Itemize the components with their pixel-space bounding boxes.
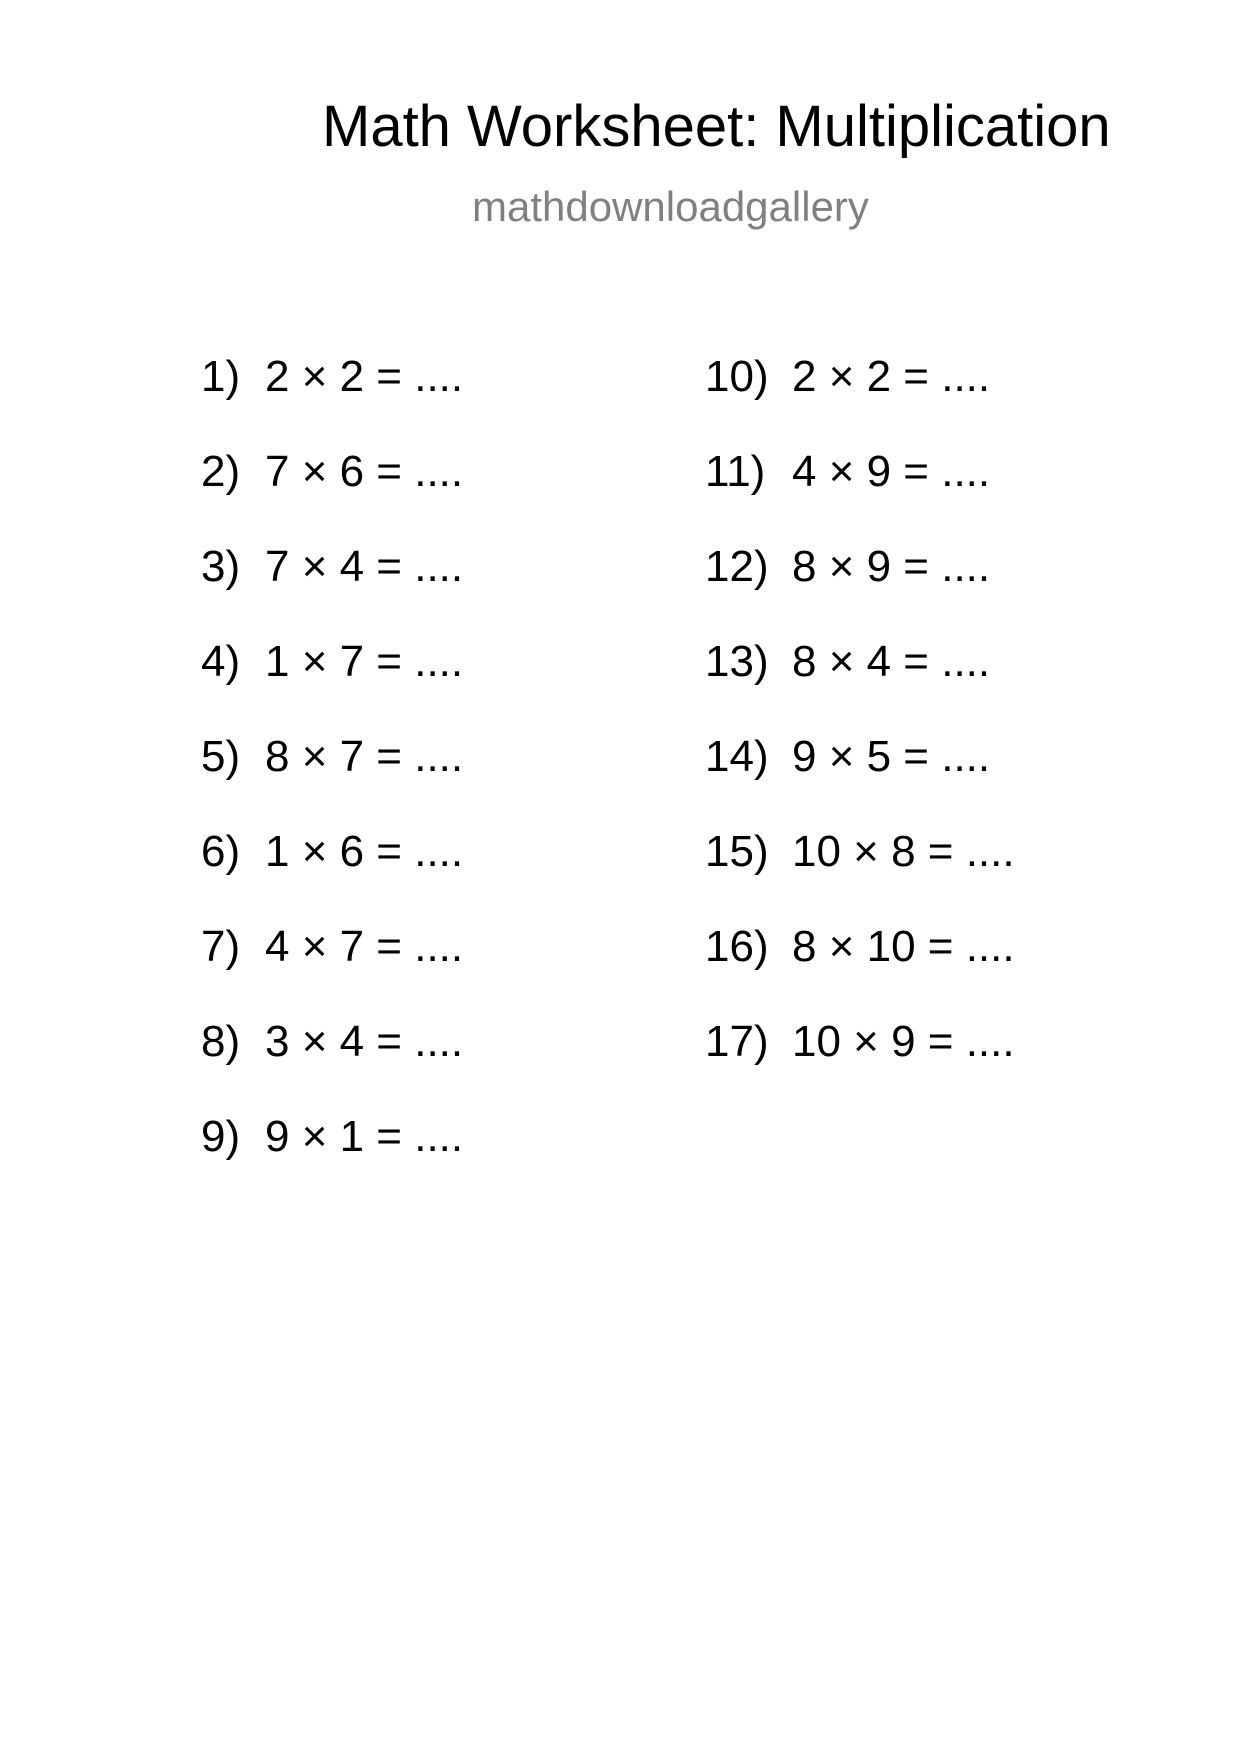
problem-expression: 9 × 5 = .... [792, 732, 991, 781]
problem-number: 2) [201, 447, 241, 496]
problem-expression: 9 × 1 = .... [265, 1112, 464, 1161]
problem-expression: 7 × 6 = .... [265, 447, 464, 496]
problem-expression: 2 × 2 = .... [792, 352, 991, 401]
problem-number: 12) [705, 542, 769, 591]
problem-item [705, 637, 1015, 735]
problem-number: 16) [705, 922, 769, 971]
problem-expression: 10 × 8 = .... [792, 827, 1015, 876]
problem-item [705, 447, 1015, 545]
problem-number: 17) [705, 1017, 769, 1066]
problem-expression: 8 × 9 = .... [792, 542, 991, 591]
problem-expression: 1 × 7 = .... [265, 637, 464, 686]
problem-expression: 8 × 7 = .... [265, 732, 464, 781]
problem-expression: 8 × 10 = .... [792, 922, 1015, 971]
problem-number: 3) [201, 542, 241, 591]
problem-item [705, 922, 1015, 1020]
problem-number: 9) [201, 1112, 241, 1161]
problem-number: 5) [201, 732, 241, 781]
problem-column-left [201, 352, 464, 1210]
problem-number: 13) [705, 637, 769, 686]
problem-item [201, 732, 464, 830]
problem-item [201, 1112, 464, 1210]
problem-number: 11) [705, 447, 766, 496]
problem-number: 10) [705, 352, 769, 401]
problem-item [201, 447, 464, 545]
problem-expression: 4 × 7 = .... [265, 922, 464, 971]
problem-item [201, 1017, 464, 1115]
problem-item [201, 542, 464, 640]
problem-item [705, 352, 1015, 450]
problem-item [705, 1017, 1015, 1115]
problem-item [201, 637, 464, 735]
problem-item [705, 542, 1015, 640]
page-title: Math Worksheet: Multiplication [322, 94, 1111, 159]
page-subtitle: mathdownloadgallery [472, 183, 869, 230]
problem-column-right [705, 352, 1015, 1115]
problem-item [201, 352, 464, 450]
problem-number: 14) [705, 732, 769, 781]
problem-expression: 3 × 4 = .... [265, 1017, 464, 1066]
problem-number: 6) [201, 827, 241, 876]
problem-expression: 10 × 9 = .... [792, 1017, 1015, 1066]
problem-number: 7) [201, 922, 241, 971]
problem-expression: 1 × 6 = .... [265, 827, 464, 876]
problem-item [201, 922, 464, 1020]
problem-item [201, 827, 464, 925]
problem-expression: 8 × 4 = .... [792, 637, 991, 686]
problem-number: 1) [201, 352, 241, 401]
problem-number: 15) [705, 827, 769, 876]
problem-expression: 4 × 9 = .... [792, 447, 991, 496]
problem-expression: 2 × 2 = .... [265, 352, 464, 401]
problem-item [705, 827, 1015, 925]
problem-number: 4) [201, 637, 241, 686]
problem-number: 8) [201, 1017, 241, 1066]
problem-expression: 7 × 4 = .... [265, 542, 464, 591]
problem-item [705, 732, 1015, 830]
